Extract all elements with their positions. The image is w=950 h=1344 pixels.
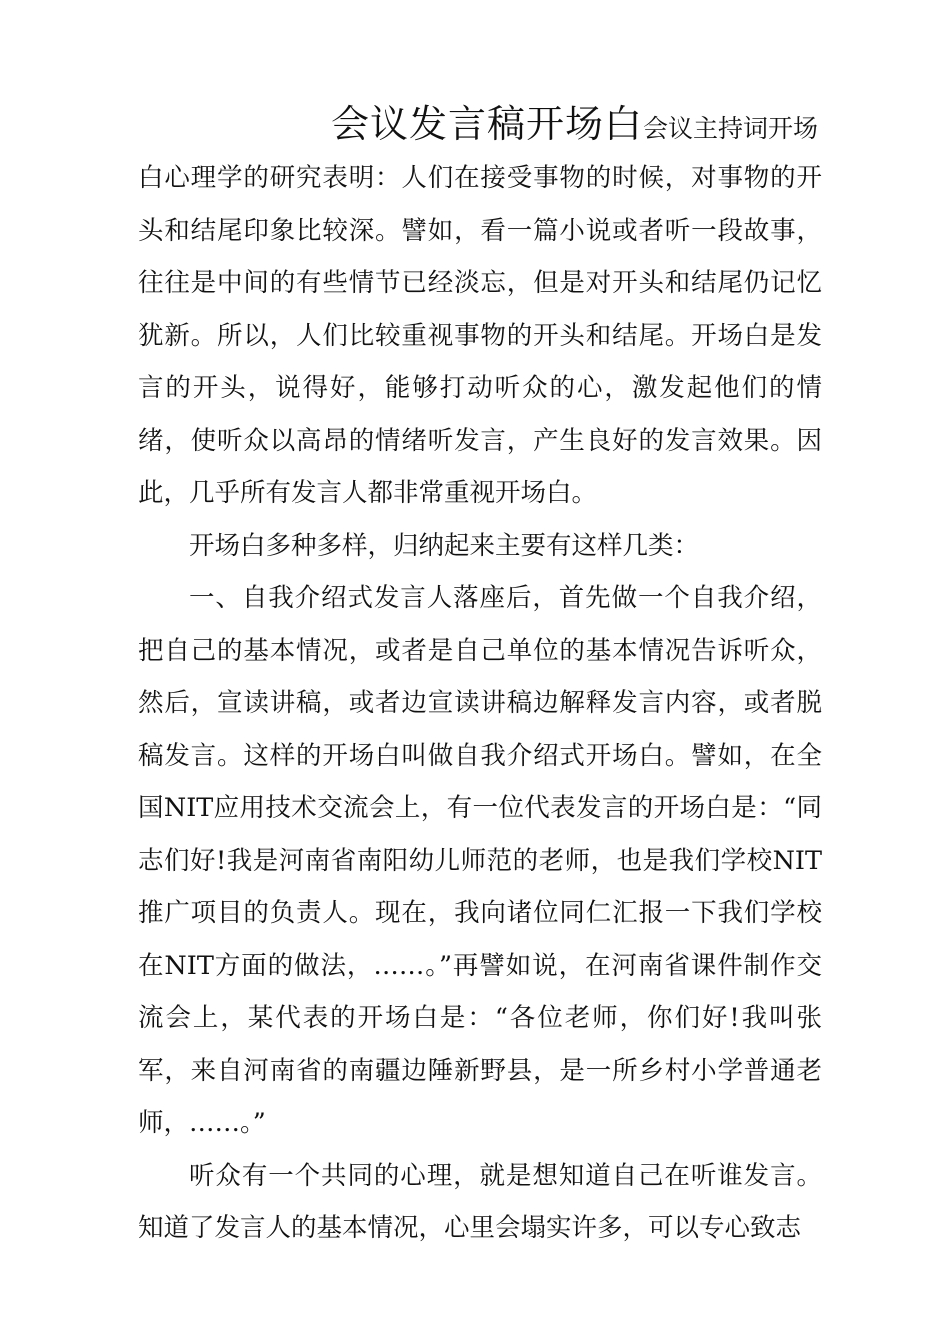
title-line <box>138 98 818 150</box>
paragraph-self-introduction: 一、自我介绍式发言人落座后，首先做一个自我介绍，把自己的基本情况，或者是自己单位的基本情况告诉听众，然后，宣读讲稿，或者边宣读讲稿边解释发言内容，或者脱稿发言。这样的开场白叫做自我介绍式开场白。譬如，在全国NIT应用技术交流会上，有一位代表发言的开场白是：“同志们好!我是河南省南阳幼儿师范的老师，也是我们学校NIT推广项目的负责人。现在，我向诸位同仁汇报一下我们学校在NIT方面的做法，……。”再譬如说，在河南省课件制作交流会上，某代表的开场白是：“各位老师，你们好!我叫张军，来自河南省的南疆边陲新野县，是一所乡村小学普通老师，……。” <box>138 583 822 1138</box>
paragraph-types-summary: 开场白多种多样，归纳起来主要有这样几类： <box>189 530 700 561</box>
document-body <box>138 152 822 1255</box>
document-title: 会议发言稿开场白 <box>330 102 643 146</box>
document-subtitle: 会议主持词开场 <box>642 114 818 143</box>
paragraph-audience-psychology: 听众有一个共同的心理，就是想知道自己在听谁发言。知道了发言人的基本情况，心里会塌实许多，可以专心致志 <box>138 1160 822 1243</box>
paragraph-intro: 白心理学的研究表明：人们在接受事物的时候，对事物的开头和结尾印象比较深。譬如，看一篇小说或者听一段故事，往往是中间的有些情节已经淡忘，但是对开头和结尾仍记忆犹新。所以，人们比较重视事物的开头和结尾。开场白是发言的开头，说得好，能够打动听众的心，激发起他们的情绪，使听众以高昂的情绪听发言，产生良好的发言效果。因此，几乎所有发言人都非常重视开场白。 <box>138 163 822 508</box>
